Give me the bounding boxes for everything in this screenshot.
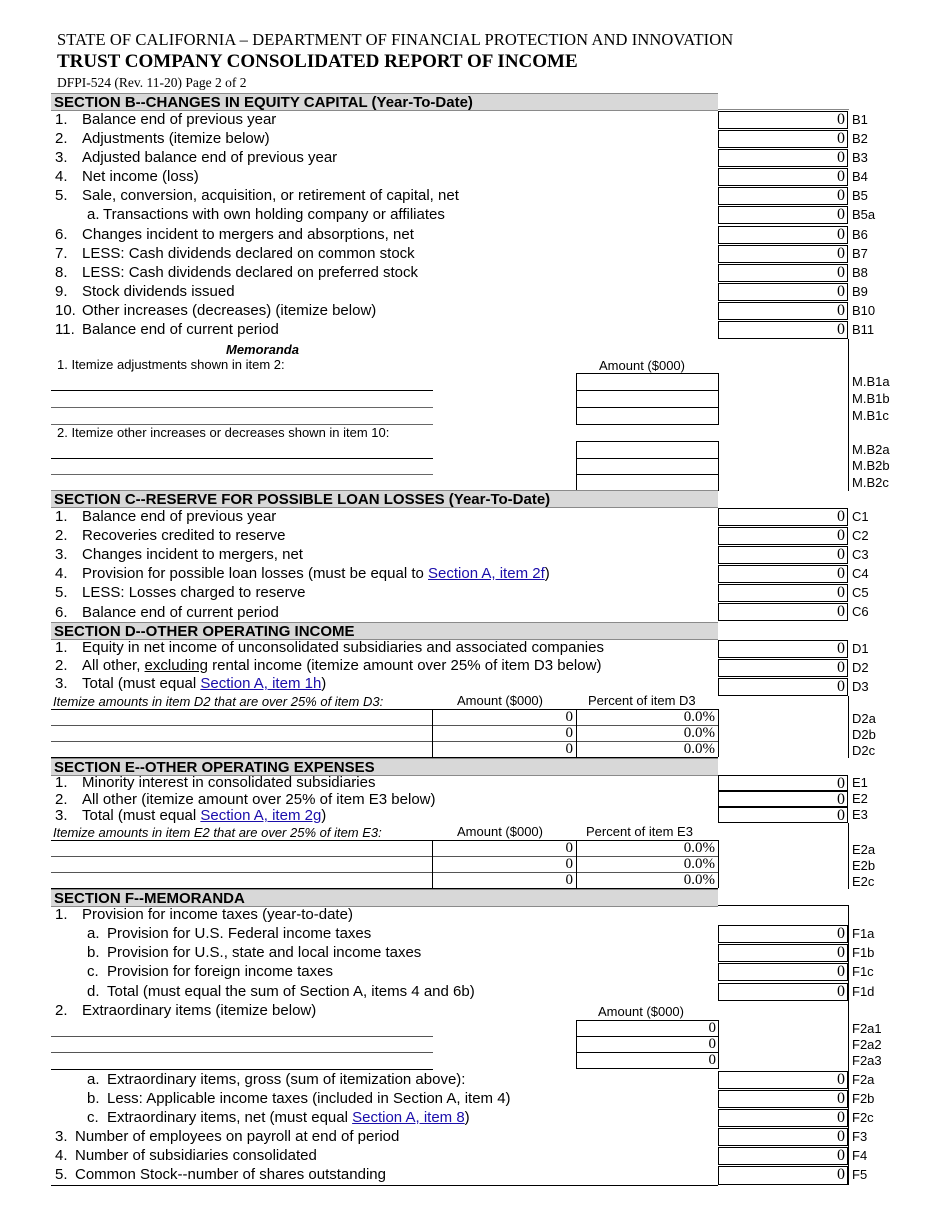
d-amount-header: Amount ($000) [457,693,543,708]
input-f1c[interactable]: 0 [718,963,848,981]
input-b8[interactable]: 0 [718,264,848,282]
link-section-a-2g[interactable]: Section A, item 2g [200,807,322,824]
d-percent-header: Percent of item D3 [588,693,696,708]
input-f5[interactable]: 0 [718,1166,848,1185]
input-f4[interactable]: 0 [718,1147,848,1165]
memo-b2c-amount[interactable] [576,474,719,491]
line-b5: 5. Sale, conversion, acquisition, or retirement of capital, net [55,187,459,204]
memo-b1a-amount[interactable] [576,373,719,391]
line-c3: 3. Changes incident to mergers, net [55,546,303,563]
e-itemize-label: Itemize amounts in item E2 that are over 25% of item E3: [53,825,382,840]
line-c2: 2. Recoveries credited to reserve [55,527,286,544]
input-f2c[interactable]: 0 [718,1109,848,1127]
line-b10: 10. Other increases (decreases) (itemize below) [55,302,377,319]
f2a2-amount[interactable]: 0 [576,1036,719,1053]
line-c6: 6. Balance end of current period [55,604,279,621]
input-b6[interactable]: 0 [718,226,848,244]
memo-2-label: 2. Itemize other increases or decreases shown in item 10: [57,425,390,440]
code-f1d: F1d [852,984,875,999]
memo-b2b-amount[interactable] [576,458,719,475]
line-c4: 4. Provision for possible loan losses (must be equal to Section A, item 2f) [55,565,550,582]
e2a-percent: 0.0% [683,840,715,856]
section-d-heading: SECTION D--OTHER OPERATING INCOME [51,622,718,640]
input-b5[interactable]: 0 [718,187,848,205]
code-b8: B8 [852,265,868,280]
code-b2: B2 [852,131,868,146]
link-section-a-8[interactable]: Section A, item 8 [352,1109,465,1126]
memo-b1b-amount[interactable] [576,390,719,408]
line-f5: 5. Common Stock--number of shares outstanding [55,1166,386,1183]
line-b3: 3. Adjusted balance end of previous year [55,149,338,166]
code-b5: B5 [852,188,868,203]
code-mb2b: M.B2b [852,458,890,473]
code-b5a: B5a [852,207,876,222]
code-c1: C1 [852,509,869,524]
input-e3[interactable]: 0 [718,807,848,823]
code-b10: B10 [852,303,876,318]
input-b10[interactable]: 0 [718,302,848,320]
code-mb1c: M.B1c [852,408,889,423]
code-e3: E3 [852,807,868,822]
d2c-amount[interactable]: 0 [565,741,573,757]
code-d3: D3 [852,679,869,694]
line-f2: 2. Extraordinary items (itemize below) [55,1002,317,1019]
agency-name: STATE OF CALIFORNIA – DEPARTMENT OF FINANCIAL PROTECTION AND INNOVATION [57,30,734,49]
code-b6: B6 [852,227,868,242]
code-c6: C6 [852,604,869,619]
code-d2: D2 [852,660,869,675]
line-c1: 1. Balance end of previous year [55,508,277,525]
line-b7: 7. LESS: Cash dividends declared on common stock [55,245,415,262]
f-amount-header: Amount ($000) [598,1004,684,1019]
e2c-percent: 0.0% [683,872,715,888]
code-b11: B11 [852,322,875,337]
input-b7[interactable]: 0 [718,245,848,263]
d2a-percent: 0.0% [683,709,715,725]
input-e2[interactable]: 0 [718,791,848,807]
input-c4[interactable]: 0 [718,565,848,583]
input-b11[interactable]: 0 [718,321,848,339]
memo-amount-header: Amount ($000) [599,358,685,373]
input-b9[interactable]: 0 [718,283,848,301]
code-mb1a: M.B1a [852,374,890,389]
line-e1: 1. Minority interest in consolidated subsidiaries [55,774,376,791]
code-e2: E2 [852,791,868,806]
code-f2a1: F2a1 [852,1021,882,1036]
line-d3: 3. Total (must equal Section A, item 1h) [55,675,327,692]
line-f1a: a. Provision for U.S. Federal income taxes [87,925,372,942]
line-b11: 11. Balance end of current period [55,321,279,338]
e2a-amount[interactable]: 0 [565,840,573,856]
line-e2: 2. All other (itemize amount over 25% of item E3 below) [55,791,436,808]
input-f1a[interactable]: 0 [718,925,848,943]
input-b3[interactable]: 0 [718,149,848,167]
d2a-amount[interactable]: 0 [565,709,573,725]
input-c3[interactable]: 0 [718,546,848,564]
input-f1b[interactable]: 0 [718,944,848,962]
e2c-amount[interactable]: 0 [565,872,573,888]
code-e2c: E2c [852,874,875,889]
d2c-percent: 0.0% [683,741,715,757]
link-section-a-1h[interactable]: Section A, item 1h [200,675,322,692]
memoranda-title: Memoranda [226,342,299,357]
code-mb2a: M.B2a [852,442,890,457]
line-c5: 5. LESS: Losses charged to reserve [55,584,306,601]
d2b-amount[interactable]: 0 [565,725,573,741]
code-e1: E1 [852,775,868,790]
line-b1: 1. Balance end of previous year [55,111,277,128]
d-itemize-label: Itemize amounts in item D2 that are over 25% of item D3: [53,694,384,709]
code-d2a: D2a [852,711,876,726]
line-b9: 9. Stock dividends issued [55,283,235,300]
code-d1: D1 [852,641,869,656]
line-f4: 4. Number of subsidiaries consolidated [55,1147,317,1164]
code-f1a: F1a [852,926,875,941]
memo-b2a-amount[interactable] [576,441,719,459]
code-e2b: E2b [852,858,876,873]
input-b4[interactable]: 0 [718,168,848,186]
line-f1c: c. Provision for foreign income taxes [87,963,333,980]
input-d1[interactable]: 0 [718,640,848,658]
code-f3: F3 [852,1129,868,1144]
input-e1[interactable]: 0 [718,775,848,791]
e-percent-header: Percent of item E3 [586,824,693,839]
line-f2b: b. Less: Applicable income taxes (included in Section A, item 4) [87,1090,511,1107]
form-title: TRUST COMPANY CONSOLIDATED REPORT OF INCOME [57,51,578,72]
section-f-heading: SECTION F--MEMORANDA [51,889,718,907]
code-f4: F4 [852,1148,868,1163]
d2b-percent: 0.0% [683,725,715,741]
code-f5: F5 [852,1167,868,1182]
code-f2a: F2a [852,1072,875,1087]
code-f2a3: F2a3 [852,1053,882,1068]
line-b4: 4. Net income (loss) [55,168,199,185]
code-f1c: F1c [852,964,874,979]
e2b-percent: 0.0% [683,856,715,872]
code-mb2c: M.B2c [852,475,889,490]
memo-1-label: 1. Itemize adjustments shown in item 2: [57,357,285,372]
code-b1: B1 [852,112,868,127]
input-c6[interactable]: 0 [718,603,848,621]
line-d1: 1. Equity in net income of unconsolidated subsidiaries and associated companies [55,639,604,656]
code-c4: C4 [852,566,869,581]
code-c5: C5 [852,585,869,600]
input-c5[interactable]: 0 [718,584,848,602]
input-c1[interactable]: 0 [718,508,848,526]
input-d3[interactable]: 0 [718,678,848,696]
section-b-heading: SECTION B--CHANGES IN EQUITY CAPITAL (Year-To-Date) [51,93,718,111]
input-d2[interactable]: 0 [718,659,848,677]
input-f2a[interactable]: 0 [718,1071,848,1089]
code-d2b: D2b [852,727,876,742]
input-b1[interactable]: 0 [718,111,848,129]
code-e2a: E2a [852,842,876,857]
code-d2c: D2c [852,743,876,758]
code-f2b: F2b [852,1091,875,1106]
code-f2c: F2c [852,1110,874,1125]
input-c2[interactable]: 0 [718,527,848,545]
section-c-heading: SECTION C--RESERVE FOR POSSIBLE LOAN LOSSES (Year-To-Date) [51,490,718,508]
link-section-a-2f[interactable]: Section A, item 2f [428,565,545,582]
line-b6: 6. Changes incident to mergers and absorptions, net [55,226,414,243]
input-b2[interactable]: 0 [718,130,848,148]
line-f2c: c. Extraordinary items, net (must equal Section A, item 8) [87,1109,470,1126]
line-b2: 2. Adjustments (itemize below) [55,130,270,147]
code-b4: B4 [852,169,868,184]
code-c2: C2 [852,528,869,543]
line-d2: 2. All other, excluding rental income (itemize amount over 25% of item D3 below) [55,657,602,674]
code-mb1b: M.B1b [852,391,890,406]
line-f1b: b. Provision for U.S., state and local income taxes [87,944,422,961]
input-b5a[interactable]: 0 [718,206,848,224]
line-f3: 3. Number of employees on payroll at end of period [55,1128,400,1145]
form-id: DFPI-524 (Rev. 11-20) Page 2 of 2 [57,75,247,90]
line-f1d: d. Total (must equal the sum of Section A, items 4 and 6b) [87,983,475,1000]
f2a3-amount[interactable]: 0 [576,1052,719,1069]
code-b3: B3 [852,150,868,165]
input-f2b[interactable]: 0 [718,1090,848,1108]
input-f1d[interactable]: 0 [718,983,848,1001]
input-f3[interactable]: 0 [718,1128,848,1146]
code-c3: C3 [852,547,869,562]
code-b9: B9 [852,284,868,299]
e-amount-header: Amount ($000) [457,824,543,839]
code-b7: B7 [852,246,868,261]
e2b-amount[interactable]: 0 [565,856,573,872]
section-e-heading: SECTION E--OTHER OPERATING EXPENSES [51,758,718,776]
memo-b1c-amount[interactable] [576,407,719,425]
code-f2a2: F2a2 [852,1037,882,1052]
line-b8: 8. LESS: Cash dividends declared on preferred stock [55,264,419,281]
line-e3: 3. Total (must equal Section A, item 2g) [55,807,327,824]
f2a1-amount[interactable]: 0 [576,1020,719,1037]
line-f1: 1. Provision for income taxes (year-to-date) [55,906,353,923]
code-f1b: F1b [852,945,875,960]
line-b5a: a. Transactions with own holding company or affiliates [87,206,445,223]
line-f2a: a. Extraordinary items, gross (sum of itemization above): [87,1071,466,1088]
